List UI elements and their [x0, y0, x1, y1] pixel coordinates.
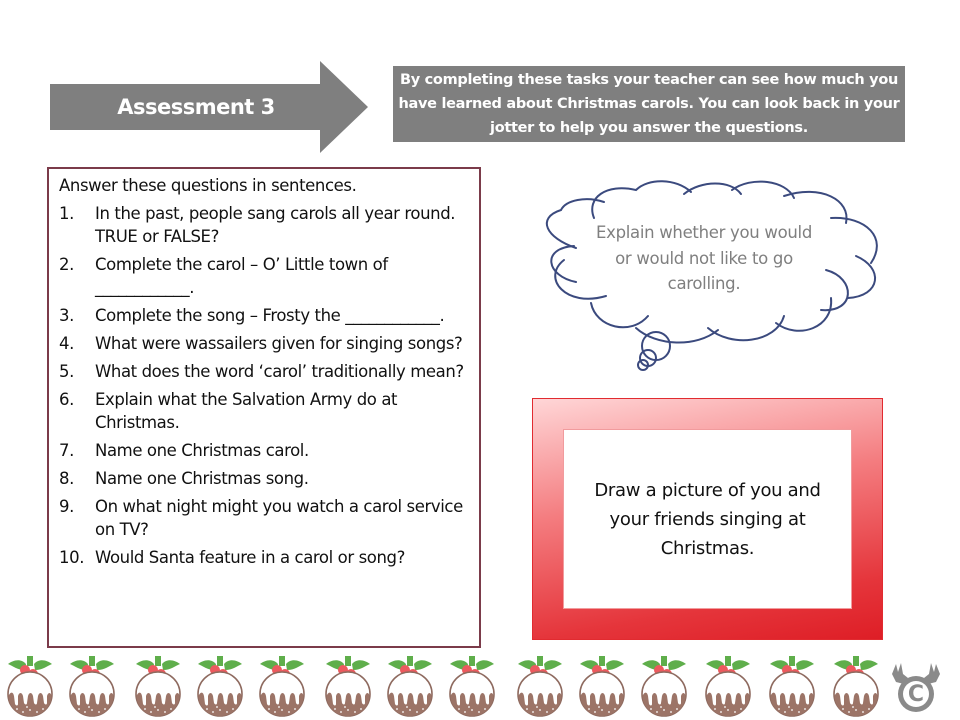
question-text: Complete the carol – O’ Little town of ____________. — [95, 255, 388, 297]
svg-text:C: C — [907, 682, 925, 707]
question-text: In the past, people sang carols all year round. TRUE or FALSE? — [95, 204, 456, 246]
question-item — [59, 253, 469, 299]
question-text: On what night might you watch a carol service on TV? — [95, 497, 463, 539]
christmas-pudding-icon — [637, 652, 691, 718]
questions-panel — [47, 167, 481, 648]
drawing-prompt: Draw a picture of you and your friends singing at Christmas. — [594, 479, 821, 559]
moose-copyright-icon — [886, 660, 946, 716]
question-item — [59, 304, 469, 327]
question-number: 4. — [59, 334, 74, 353]
assessment-title: Assessment 3 — [117, 95, 275, 119]
question-item — [59, 546, 469, 569]
drawing-task-frame — [532, 398, 883, 640]
christmas-pudding-icon — [3, 652, 57, 718]
question-number: 9. — [59, 497, 74, 516]
christmas-pudding-icon — [321, 652, 375, 718]
question-item — [59, 360, 469, 383]
question-number: 1. — [59, 204, 74, 223]
question-number: 7. — [59, 441, 74, 460]
christmas-pudding-icon — [575, 652, 629, 718]
question-text: Complete the song – Frosty the ____________. — [95, 306, 445, 325]
question-number: 10. — [59, 548, 85, 567]
christmas-pudding-icon — [131, 652, 185, 718]
question-item — [59, 467, 469, 490]
question-text: Name one Christmas song. — [95, 469, 309, 488]
question-item — [59, 495, 469, 541]
christmas-pudding-icon — [255, 652, 309, 718]
question-text: What were wassailers given for singing songs? — [95, 334, 463, 353]
question-number: 3. — [59, 306, 74, 325]
christmas-pudding-icon — [829, 652, 883, 718]
question-number: 6. — [59, 390, 74, 409]
cloud-prompt: Explain whether you would or would not like to go carolling. — [595, 223, 813, 293]
christmas-pudding-icon — [701, 652, 755, 718]
thought-cloud — [536, 178, 896, 373]
question-number: 2. — [59, 255, 74, 274]
question-text: What does the word ‘carol’ traditionally mean? — [95, 362, 464, 381]
questions-heading: Answer these questions in sentences. — [59, 176, 357, 195]
question-text: Would Santa feature in a carol or song? — [95, 548, 405, 567]
christmas-pudding-icon — [65, 652, 119, 718]
question-item — [59, 332, 469, 355]
christmas-pudding-icon — [765, 652, 819, 718]
christmas-pudding-icon — [383, 652, 437, 718]
christmas-pudding-icon — [193, 652, 247, 718]
question-item — [59, 202, 469, 248]
assessment-arrow — [50, 61, 368, 153]
question-item — [59, 439, 469, 462]
christmas-pudding-icon — [445, 652, 499, 718]
question-text: Name one Christmas carol. — [95, 441, 309, 460]
intro-banner: By completing these tasks your teacher can see how much you have learned about Christmas carols. You can look back in your jotter to help you answer the questions. — [393, 66, 905, 142]
questions-list — [59, 202, 469, 569]
question-item — [59, 388, 469, 434]
question-number: 5. — [59, 362, 74, 381]
drawing-area — [563, 429, 852, 609]
christmas-pudding-icon — [513, 652, 567, 718]
question-text: Explain what the Salvation Army do at Christmas. — [95, 390, 398, 432]
pudding-border — [0, 650, 960, 720]
question-number: 8. — [59, 469, 74, 488]
